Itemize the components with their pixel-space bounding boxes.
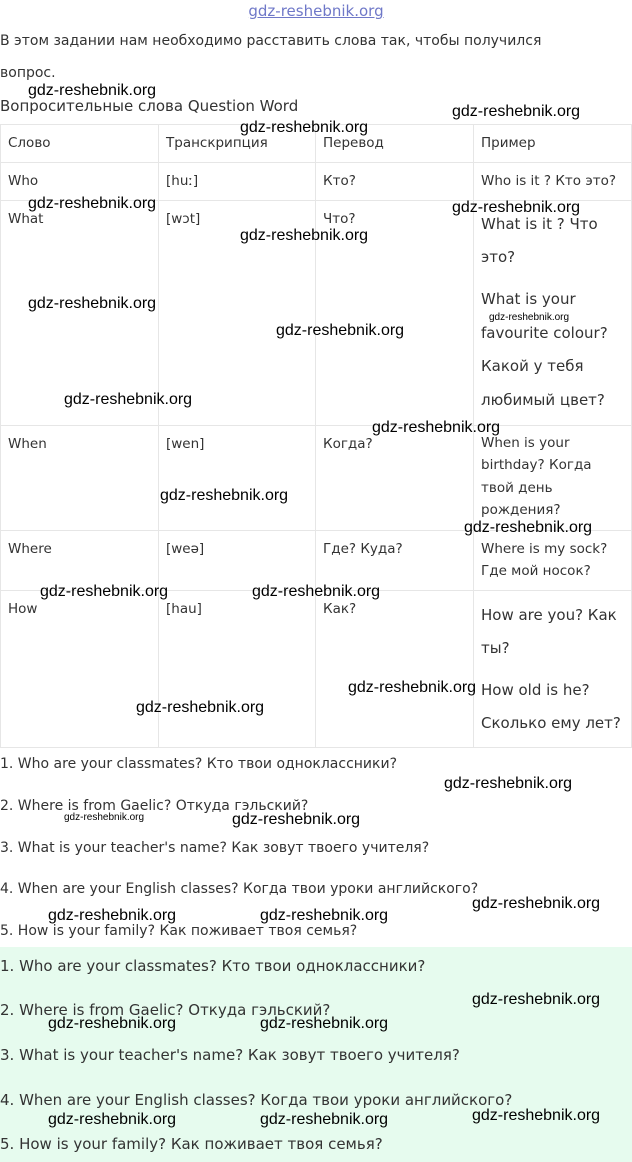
table-header: Слово xyxy=(8,135,51,151)
table-cell-word: Who xyxy=(8,173,39,189)
watermark: gdz-reshebnik.org xyxy=(64,812,145,823)
table-cell-word: What xyxy=(8,211,44,227)
table-cell-transcription: [weə] xyxy=(166,541,205,557)
watermark: gdz-reshebnik.org xyxy=(372,419,501,436)
table-cell-example: When is your xyxy=(481,435,570,451)
table-border xyxy=(0,162,632,163)
watermark: gdz-reshebnik.org xyxy=(40,583,169,600)
table-cell-example: твой день xyxy=(481,480,553,496)
table-border xyxy=(315,124,316,748)
table-border xyxy=(0,747,632,748)
watermark: gdz-reshebnik.org xyxy=(28,295,157,312)
table-cell-example: Где мой носок? xyxy=(481,563,591,579)
table-header: Перевод xyxy=(323,135,384,151)
table-cell-example: favourite colour? xyxy=(481,324,608,342)
table-cell-transcription: [wɔt] xyxy=(166,211,201,227)
watermark: gdz-reshebnik.org xyxy=(240,227,369,244)
table-cell-example: Where is my sock? xyxy=(481,541,608,557)
table-cell-transcription: [hau] xyxy=(166,601,202,617)
watermark: gdz-reshebnik.org xyxy=(260,1111,389,1128)
watermark: gdz-reshebnik.org xyxy=(28,195,157,212)
table-cell-example: Who is it ? Кто это? xyxy=(481,173,617,189)
intro-text-line-2: вопрос. xyxy=(0,65,56,81)
table-cell-transcription: [wen] xyxy=(166,436,205,452)
watermark: gdz-reshebnik.org xyxy=(28,82,157,99)
highlighted-answer-item-1: 1. Who are your classmates? Кто твои одноклассники? xyxy=(0,957,426,975)
watermark: gdz-reshebnik.org xyxy=(452,103,581,120)
answer-item-5: 5. How is your family? Как поживает твоя семья? xyxy=(0,923,358,939)
intro-text-line-1: В этом задании нам необходимо расставить слова так, чтобы получился xyxy=(0,33,542,49)
watermark: gdz-reshebnik.org xyxy=(232,811,361,828)
watermark: gdz-reshebnik.org xyxy=(489,312,570,323)
watermark: gdz-reshebnik.org xyxy=(260,1015,389,1032)
answer-item-3: 3. What is your teacher's name? Как зовут твоего учителя? xyxy=(0,840,430,856)
table-cell-example: Какой у тебя xyxy=(481,357,584,375)
table-cell-example: How old is he? xyxy=(481,681,590,699)
table-header: Транскрипция xyxy=(166,135,268,151)
watermark: gdz-reshebnik.org xyxy=(48,1111,177,1128)
watermark: gdz-reshebnik.org xyxy=(48,907,177,924)
highlighted-answer-item-3: 3. What is your teacher's name? Как зовут твоего учителя? xyxy=(0,1046,460,1064)
table-cell-word: How xyxy=(8,601,38,617)
table-border xyxy=(158,124,159,748)
watermark: gdz-reshebnik.org xyxy=(252,583,381,600)
table-cell-example: Сколько ему лет? xyxy=(481,714,621,732)
table-cell-word: When xyxy=(8,436,47,452)
watermark: gdz-reshebnik.org xyxy=(48,1015,177,1032)
table-cell-example: ты? xyxy=(481,639,510,657)
table-border xyxy=(0,124,1,748)
table-header: Пример xyxy=(481,135,536,151)
watermark: gdz-reshebnik.org xyxy=(348,679,477,696)
table-cell-example: это? xyxy=(481,248,516,266)
table-cell-example: birthday? Когда xyxy=(481,457,592,473)
table-cell-translation: Что? xyxy=(323,211,356,227)
table-cell-example: What is your xyxy=(481,290,576,308)
watermark: gdz-reshebnik.org xyxy=(64,391,193,408)
watermark: gdz-reshebnik.org xyxy=(464,519,593,536)
highlighted-answer-item-5: 5. How is your family? Как поживает твоя семья? xyxy=(0,1135,383,1153)
watermark: gdz-reshebnik.org xyxy=(444,775,573,792)
table-cell-example: рождения? xyxy=(481,502,561,518)
site-title-link[interactable]: gdz-reshebnik.org xyxy=(248,2,384,20)
answer-item-4: 4. When are your English classes? Когда твои уроки английского? xyxy=(0,881,479,897)
watermark: gdz-reshebnik.org xyxy=(452,199,581,216)
watermark: gdz-reshebnik.org xyxy=(260,907,389,924)
table-cell-example: What is it ? Что xyxy=(481,215,598,233)
watermark: gdz-reshebnik.org xyxy=(160,487,289,504)
table-cell-example: любимый цвет? xyxy=(481,391,605,409)
watermark: gdz-reshebnik.org xyxy=(240,119,369,136)
answer-item-2: 2. Where is from Gaelic? Откуда гэльский? xyxy=(0,798,309,814)
question-words-table xyxy=(0,124,632,748)
table-cell-translation: Где? Куда? xyxy=(323,541,403,557)
watermark: gdz-reshebnik.org xyxy=(276,322,405,339)
table-cell-translation: Когда? xyxy=(323,436,373,452)
watermark: gdz-reshebnik.org xyxy=(472,895,601,912)
table-cell-word: Where xyxy=(8,541,52,557)
table-border xyxy=(0,425,632,426)
highlighted-answer-item-4: 4. When are your English classes? Когда твои уроки английского? xyxy=(0,1091,513,1109)
watermark: gdz-reshebnik.org xyxy=(472,991,601,1008)
answer-item-1: 1. Who are your classmates? Кто твои одноклассники? xyxy=(0,756,398,772)
table-cell-example: How are you? Как xyxy=(481,606,617,624)
table-cell-translation: Кто? xyxy=(323,173,356,189)
section-heading: Вопросительные слова Question Word xyxy=(0,97,299,115)
table-cell-translation: Как? xyxy=(323,601,357,617)
watermark: gdz-reshebnik.org xyxy=(472,1107,601,1124)
highlighted-answer-item-2: 2. Where is from Gaelic? Откуда гэльский? xyxy=(0,1001,331,1019)
table-cell-transcription: [huː] xyxy=(166,173,199,189)
watermark: gdz-reshebnik.org xyxy=(136,699,265,716)
